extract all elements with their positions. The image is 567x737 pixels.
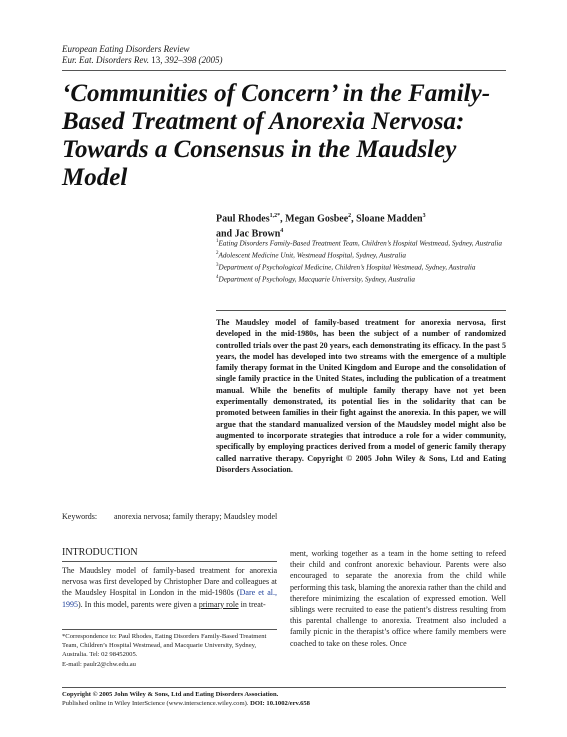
footer-rule (62, 687, 506, 688)
author-name: Sloane Madden (356, 213, 423, 225)
body-text: in treat- (238, 599, 266, 609)
affiliation-item (216, 237, 506, 249)
correspondence-email: E-mail: paulr2@chw.edu.au (62, 660, 136, 668)
journal-header (62, 44, 223, 66)
volume-number: 13 (151, 55, 161, 65)
affiliation-number: 1 (216, 239, 219, 244)
affiliation-text: Adolescent Medicine Unit, Westmead Hospital, Sydney, Australia (218, 251, 406, 260)
citation-link[interactable]: Dare et al., 1995 (62, 588, 277, 609)
body-text: The Maudsley model of family-based treatment for anorexia nervosa was first developed by Christopher Dare and colleagues at the Maudsley Hospital in London in the mid-1980s ( (62, 566, 277, 598)
affiliation-number: 4 (216, 274, 219, 280)
doi-text: DOI: 10.1002/erv.658 (250, 700, 310, 707)
section-heading: INTRODUCTION (62, 547, 138, 558)
author-affiliation-mark: 1,2 (269, 213, 278, 219)
affiliation-text: Department of Psychology, Macquarie University, Sydney, Australia (218, 275, 415, 284)
affiliation-text: Department of Psychological Medicine, Children’s Hospital Westmead, Sydney, Australia (218, 263, 476, 272)
affiliation-list (216, 237, 506, 285)
author-list: Paul Rhodes$^{1,2*}$, Megan Gosbee$^2$, Sloane Madden$^3$ and Jac Brown$^4$ (216, 213, 426, 240)
affiliation-item (216, 249, 506, 261)
correspondence-text: *Correspondence to: Paul Rhodes, Eating Disorders Family-Based Treatment Team, Children’s Hospital Westmead, and Macquarie University, Sydney, Australia. Tel: 02 98452005. (62, 633, 267, 659)
author-name: Paul Rhodes (216, 213, 270, 225)
publication-info (62, 699, 506, 708)
affiliation-number: 2 (216, 250, 219, 256)
intro-paragraph-left (62, 565, 277, 610)
affiliation-item (216, 273, 506, 285)
author-affiliation-mark: 4 (280, 228, 284, 235)
abstract-text: The Maudsley model of family-based treatment for anorexia nervosa, first developed in the mid-1980s, has been the subject of a number of randomized controlled trials over the past 20 years, each demonstrating its efficacy. In the past 5 years, the model has developed into two streams with the emergence of a multiple family therapy format in the United Kingdom and Europe and the consolidation of single family practice in the United States, including the publication of a treatment manual. While the benefits of multiple family therapy have not yet been experimentally demonstrated, its potential lies in the solidarity that can be promoted between families in their fight against the anorexia. In this paper, we will argue that the standard manualized version of the Maudsley model might also be augmented to incorporate strategies that introduce a role for a wider community, specifically by employing practices derived from a model of generic family therapy called narrative therapy. Copyright © 2005 John Wiley & Sons, Ltd and Eating Disorders Association. (216, 318, 506, 474)
article-title: ‘Communities of Concern’ in the Family-Based Treatment of Anorexia Nervosa: Towards a Consensus in the Maudsley Model (62, 80, 491, 191)
affiliation-text: Eating Disorders Family-Based Treatment Team, Children’s Hospital Westmead, Sydney, Australia (218, 239, 502, 248)
copyright-notice: Copyright © 2005 John Wiley & Sons, Ltd and Eating Disorders Association. (62, 691, 279, 698)
correspondence-footnote (62, 632, 277, 669)
published-online-text: Published online in Wiley InterScience (www.interscience.wiley.com). (62, 700, 251, 707)
journal-name: European Eating Disorders Review (62, 44, 190, 54)
abstract-rule (216, 310, 506, 311)
affiliation-item (216, 261, 506, 273)
footnote-rule (62, 629, 277, 630)
author-name: Megan Gosbee (285, 213, 349, 225)
pages-year: , 392–398 (2005) (160, 55, 223, 65)
affiliation-number: 3 (216, 262, 219, 268)
corresponding-author-mark: * (277, 213, 281, 219)
author-name: Jac Brown (234, 228, 281, 240)
section-heading-rule (62, 561, 277, 562)
author-affiliation-mark: 2 (348, 213, 352, 219)
author-affiliation-mark: 3 (422, 213, 426, 219)
citation-prefix: Eur. Eat. Disorders Rev. (62, 55, 149, 65)
keywords-label: Keywords: (62, 512, 98, 521)
intro-paragraph-right: ment, working together as a team in the home setting to refeed their child and confront anorexic behaviour. Parents were also encouraged to separate the anorexia from the child while performing this task, blaming the anorexia rather than the child and therefore minimizing the escalation of expressed emotion. Well siblings were recruited to ease the patient’s distress resulting from this parental challenge to anorexia. Treatment also included a family picnic in the therapist’s office where family members were coached to take on these roles. Once (290, 549, 506, 648)
journal-citation (62, 55, 223, 66)
keywords-line (62, 511, 506, 522)
body-text: ). In this model, parents were given a (78, 599, 199, 609)
keywords-text: anorexia nervosa; family therapy; Maudsley model (114, 512, 278, 521)
body-text-underlined: primary role (198, 599, 239, 609)
header-rule (62, 70, 506, 71)
